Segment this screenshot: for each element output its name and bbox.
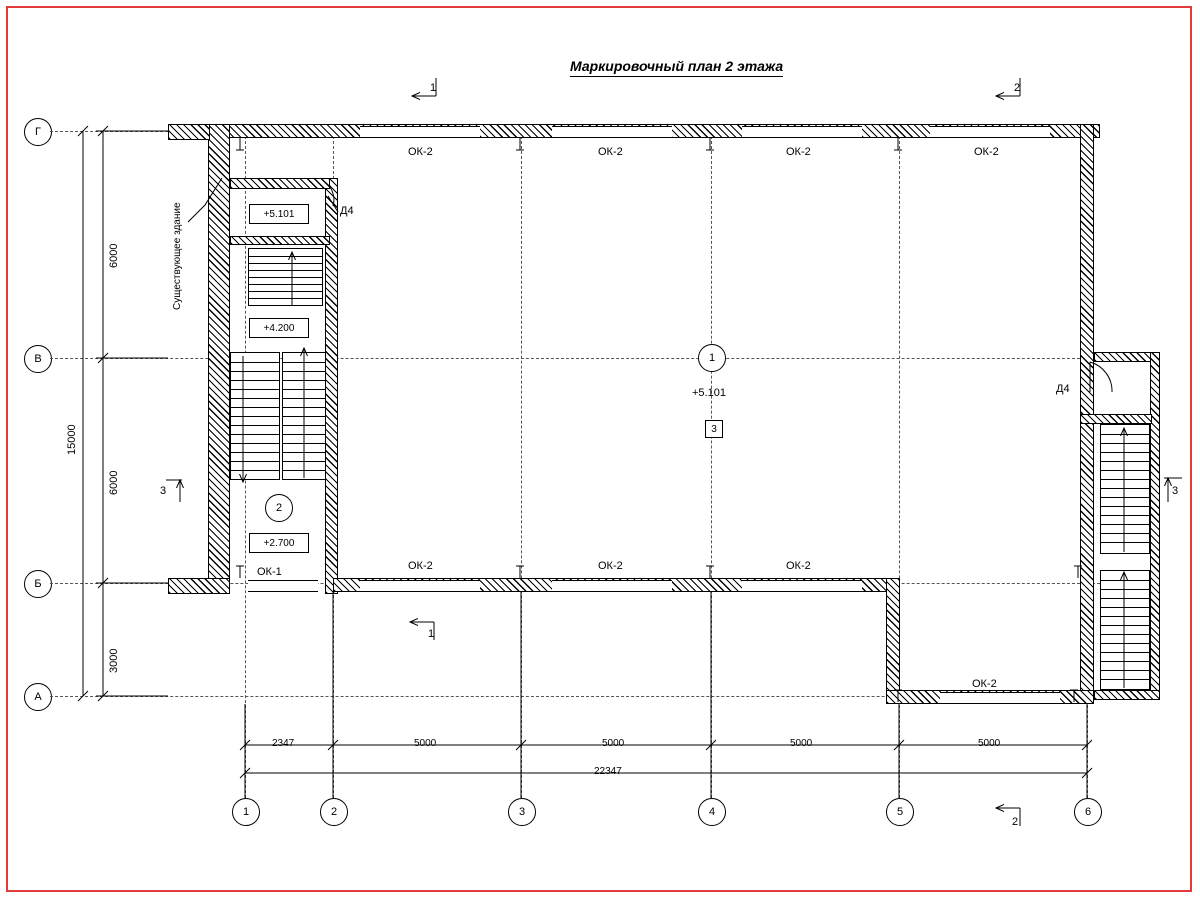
- dim-horizontal-seg-4: 5000: [790, 738, 813, 749]
- wall-left-stub-bottom: [168, 578, 230, 594]
- wall-vertical-axis5: [886, 578, 900, 704]
- window-label-bottom-2: ОК-2: [598, 560, 623, 572]
- dim-horizontal-seg-1: 2347: [272, 738, 295, 749]
- axis-label-g: Г: [24, 118, 52, 146]
- window-top-3: [742, 126, 862, 138]
- wall-left-stub-top: [168, 124, 210, 140]
- window-top-4: [930, 126, 1050, 138]
- level-mark-5101-main: +5.101: [692, 387, 726, 399]
- axis-label-a: А: [24, 683, 52, 711]
- window-label-lower-1: ОК-2: [972, 678, 997, 690]
- axis-label-3: 3: [508, 798, 536, 826]
- wall-stair-shaft-mid: [230, 236, 330, 245]
- axis-label-5: 5: [886, 798, 914, 826]
- section-mark-2-top-label: 2: [1014, 82, 1021, 94]
- axis-label-4: 4: [698, 798, 726, 826]
- axis-line-4: [711, 131, 712, 798]
- wall-right-stair-bottom: [1094, 690, 1160, 700]
- stair-lower-left-flight-b: [282, 352, 326, 480]
- door-label-d4-right: Д4: [1056, 383, 1070, 395]
- level-mark-5101-stair: +5.101: [249, 204, 309, 224]
- dim-horizontal-seg-2: 5000: [414, 738, 437, 749]
- page-title: Маркировочный план 2 этажа: [570, 58, 783, 77]
- level-mark-4200: +4.200: [249, 318, 309, 338]
- window-lower-1: [940, 692, 1060, 704]
- room-mark-1: 1: [698, 344, 726, 372]
- window-label-top-4: ОК-2: [974, 146, 999, 158]
- wall-right-stair-landing: [1080, 414, 1152, 424]
- dim-vertical-seg-2: 6000: [108, 470, 120, 495]
- room-mark-3: 3: [705, 420, 723, 438]
- dim-horizontal-total: 22347: [594, 766, 622, 777]
- dim-vertical-total: 15000: [66, 424, 78, 455]
- dim-vertical-seg-3: 3000: [108, 648, 120, 673]
- axis-label-2: 2: [320, 798, 348, 826]
- window-top-1: [360, 126, 480, 138]
- window-label-bottom-0: ОК-1: [257, 566, 282, 578]
- wall-stair-shaft-top: [230, 178, 330, 189]
- window-bottom-2: [552, 580, 672, 592]
- section-mark-2-bottom-label: 2: [1012, 816, 1019, 828]
- axis-label-v: В: [24, 345, 52, 373]
- axis-label-6: 6: [1074, 798, 1102, 826]
- window-bottom-3: [742, 580, 862, 592]
- axis-line-3: [521, 131, 522, 798]
- window-label-bottom-3: ОК-2: [786, 560, 811, 572]
- section-mark-3-right-label: 3: [1172, 485, 1179, 497]
- window-label-bottom-1: ОК-2: [408, 560, 433, 572]
- level-mark-2700: +2.700: [249, 533, 309, 553]
- window-bottom-1: [360, 580, 480, 592]
- section-mark-3-left-label: 3: [160, 485, 167, 497]
- stair-upper-left: [248, 248, 323, 306]
- dim-horizontal-seg-3: 5000: [602, 738, 625, 749]
- note-existing-building: Существующее здание: [172, 202, 183, 310]
- axis-label-1: 1: [232, 798, 260, 826]
- window-bottom-0: [248, 580, 318, 592]
- door-label-d4-left: Д4: [340, 205, 354, 217]
- stair-right-flight-b: [1100, 570, 1150, 690]
- axis-label-b: Б: [24, 570, 52, 598]
- section-mark-1-top-label: 1: [430, 82, 437, 94]
- stair-right-flight-a: [1100, 424, 1150, 554]
- room-mark-2: 2: [265, 494, 293, 522]
- dim-horizontal-seg-5: 5000: [978, 738, 1001, 749]
- wall-right-stair-outer: [1150, 352, 1160, 700]
- stair-lower-left-flight-a: [230, 352, 280, 480]
- section-mark-1-bottom-label: 1: [428, 628, 435, 640]
- dim-vertical-seg-1: 6000: [108, 243, 120, 268]
- window-label-top-3: ОК-2: [786, 146, 811, 158]
- window-top-2: [552, 126, 672, 138]
- wall-left-existing: [208, 124, 230, 594]
- window-label-top-1: ОК-2: [408, 146, 433, 158]
- window-label-top-2: ОК-2: [598, 146, 623, 158]
